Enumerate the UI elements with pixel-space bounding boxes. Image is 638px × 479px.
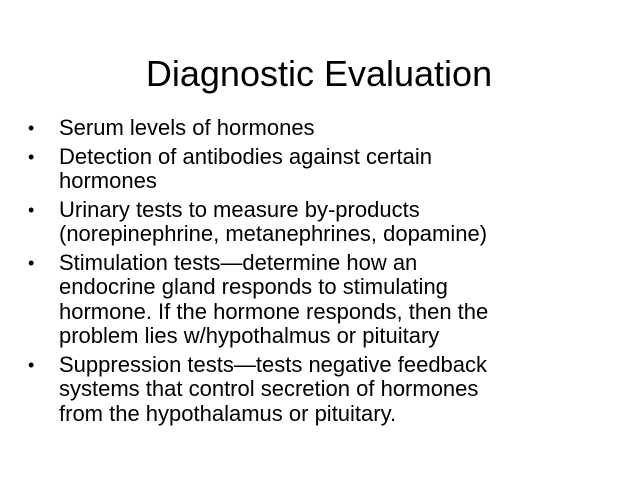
bullet-icon: • <box>28 118 35 138</box>
bullet-line: (norepinephrine, metanephrines, dopamine) <box>59 221 488 246</box>
bullet-text <box>59 116 626 141</box>
bullet-line: hormones <box>59 168 157 193</box>
bullet-line: endocrine gland responds to stimulating <box>59 274 448 299</box>
bullet-item <box>26 198 626 247</box>
bullet-text <box>59 145 626 194</box>
bullet-line: Detection of antibodies against certain <box>59 143 433 169</box>
bullet-item <box>26 251 626 349</box>
bullet-icon: • <box>28 252 35 273</box>
bullet-text <box>59 353 626 427</box>
bullet-item <box>26 116 626 141</box>
bullet-text <box>59 198 626 247</box>
bullet-line: Urinary tests to measure by-products <box>59 196 420 222</box>
bullet-line: hormone. If the hormone responds, then the <box>59 298 489 324</box>
bullet-item <box>26 145 626 194</box>
bullet-line: from the hypothalamus or pituitary. <box>59 400 397 426</box>
bullet-line: Stimulation tests—determine how an <box>59 249 418 275</box>
bullet-text <box>59 251 626 349</box>
bullet-line: Suppression tests—tests negative feedback <box>59 351 488 377</box>
bullet-line: systems that control secretion of hormones <box>59 376 479 401</box>
bullet-icon: • <box>28 354 35 375</box>
bullet-icon: • <box>28 146 35 167</box>
bullet-icon: • <box>28 199 35 220</box>
bullet-item <box>26 353 626 427</box>
slide-title: Diagnostic Evaluation <box>145 53 493 94</box>
bullet-line: Serum levels of hormones <box>59 115 315 140</box>
bullet-list <box>26 116 626 430</box>
bullet-line: problem lies w/hypothalmus or pituitary <box>59 323 440 348</box>
